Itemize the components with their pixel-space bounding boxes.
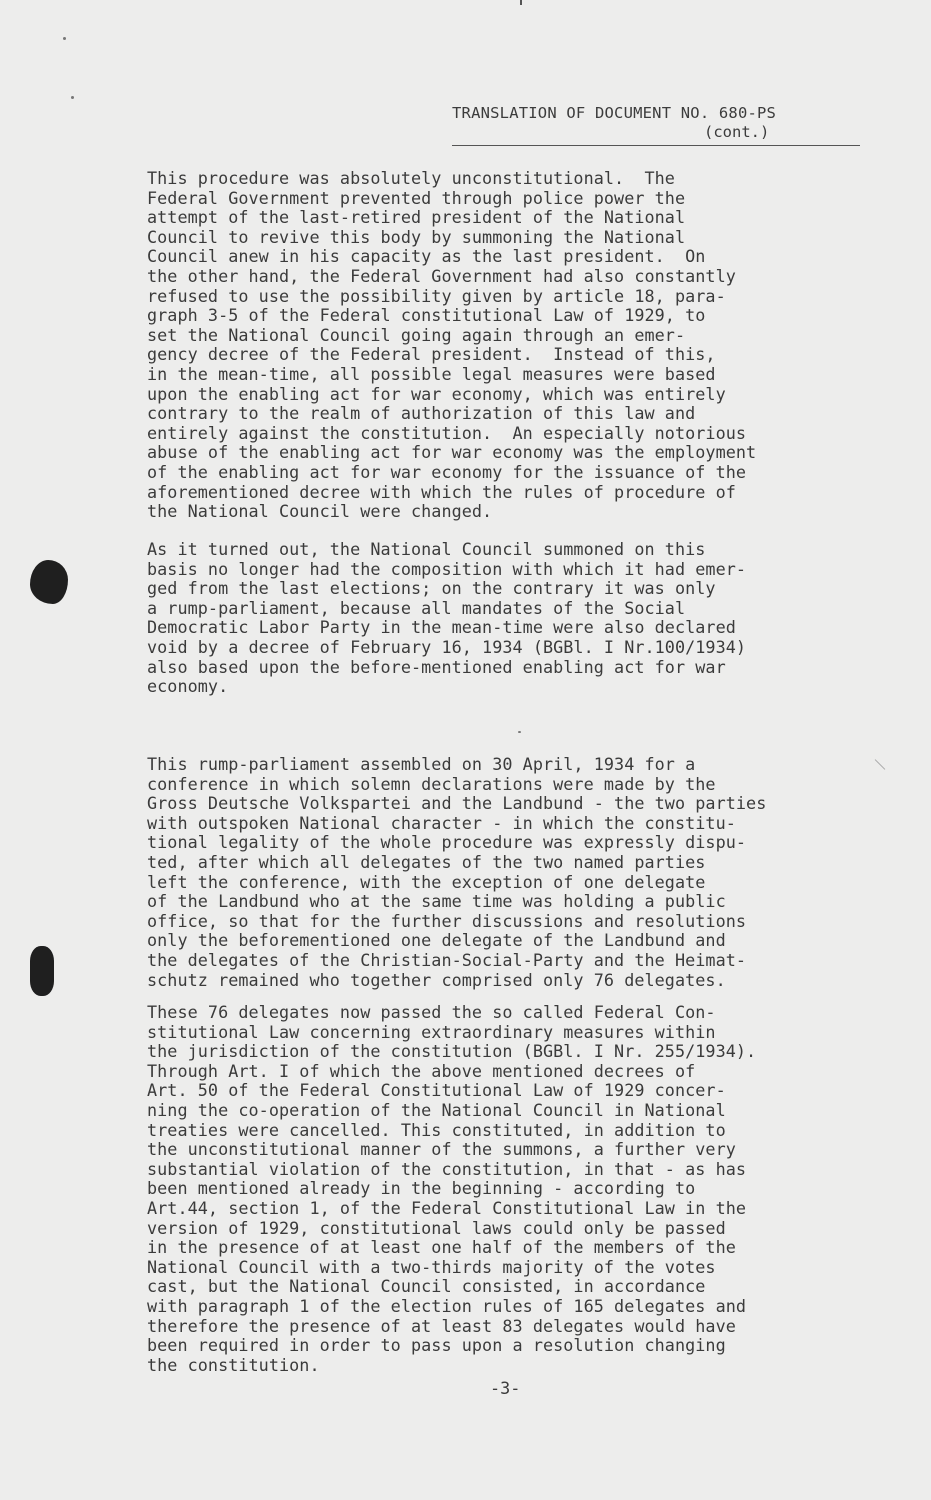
text-line: office, so that for the further discussions and resolutions (147, 910, 747, 931)
text-line: Democratic Labor Party in the mean-time were also declared (147, 617, 736, 638)
text-line: These 76 delegates now passed the so called Federal Con- (147, 1002, 716, 1022)
text-line: schutz remained who together comprised only 76 delegates. (147, 969, 726, 990)
paper-speck (63, 37, 66, 40)
text-line: Art.44, section 1, of the Federal Constitutional Law in the (147, 1197, 747, 1218)
text-line: Federal Government prevented through police power the (147, 187, 686, 208)
paragraph-4 (147, 1003, 756, 1375)
text-line: economy. (147, 676, 229, 697)
text-line: the other hand, the Federal Government had also constantly (147, 265, 736, 286)
paper-speck (71, 96, 74, 99)
paper-scratch (875, 759, 886, 770)
text-line: tional legality of the whole procedure was expressly dispu- (147, 832, 747, 853)
text-line: aforementioned decree with which the rules of procedure of (147, 481, 736, 502)
text-line: refused to use the possibility given by article 18, para- (147, 285, 726, 306)
text-line: This rump-parliament assembled on 30 April, 1934 for a (147, 754, 696, 774)
paragraph-2 (147, 540, 746, 697)
text-line: with paragraph 1 of the election rules of 165 delegates and (147, 1295, 747, 1316)
text-line: abuse of the enabling act for war economy was the employment (147, 442, 757, 463)
text-line: National Council with a two-thirds majority of the votes (147, 1256, 716, 1277)
paper-speck (520, 0, 522, 5)
text-line: treaties were cancelled. This constituted, in addition to (147, 1119, 726, 1140)
text-line: ged from the last elections; on the contrary it was only (147, 578, 716, 599)
text-line: in the mean-time, all possible legal measures were based (147, 363, 716, 384)
text-line: Through Art. I of which the above mentioned decrees of (147, 1060, 696, 1081)
paragraph-1 (147, 169, 756, 522)
punch-hole-top (30, 560, 68, 604)
text-line: therefore the presence of at least 83 delegates would have (147, 1315, 736, 1336)
text-line: the National Council were changed. (147, 501, 493, 522)
text-line: the delegates of the Christian-Social-Party and the Heimat- (147, 949, 747, 970)
text-line: Council anew in his capacity as the last president. On (147, 246, 706, 267)
text-line: conference in which solemn declarations were made by the (147, 773, 716, 794)
text-line: cast, but the National Council consisted, in accordance (147, 1276, 706, 1297)
text-line: set the National Council going again through an emer- (147, 324, 686, 345)
text-line: the constitution. (147, 1354, 320, 1375)
punch-hole-bottom (30, 946, 54, 996)
text-line: of the Landbund who at the same time was holding a public (147, 891, 726, 912)
text-line: Council to revive this body by summoning the National (147, 226, 686, 247)
document-header-title: TRANSLATION OF DOCUMENT NO. 680-PS (452, 104, 777, 122)
text-line: Art. 50 of the Federal Constitutional Law of 1929 concer- (147, 1080, 726, 1101)
text-line: contrary to the realm of authorization of this law and (147, 403, 696, 424)
text-line: stitutional Law concerning extraordinary measures within (147, 1021, 716, 1042)
text-line: ning the co-operation of the National Council in National (147, 1099, 726, 1120)
text-line: graph 3-5 of the Federal constitutional Law of 1929, to (147, 305, 706, 326)
text-line: This procedure was absolutely unconstitutional. The (147, 168, 675, 188)
text-line: basis no longer had the composition with which it had emer- (147, 558, 747, 579)
text-line: in the presence of at least one half of the members of the (147, 1237, 736, 1258)
text-line: entirely against the constitution. An especially notorious (147, 422, 747, 443)
text-line: left the conference, with the exception of one delegate (147, 871, 706, 892)
document-header-continued: (cont.) (452, 122, 860, 146)
page-number: -3- (490, 1378, 521, 1398)
text-line: been mentioned already in the beginning - according to (147, 1178, 696, 1199)
text-line: been required in order to pass upon a resolution changing (147, 1335, 726, 1356)
text-line: the jurisdiction of the constitution (BGBl. I Nr. 255/1934). (147, 1041, 757, 1062)
text-line: the unconstitutional manner of the summons, a further very (147, 1139, 736, 1160)
text-line: upon the enabling act for war economy, which was entirely (147, 383, 726, 404)
text-line: substantial violation of the constitution, in that - as has (147, 1158, 747, 1179)
text-line: only the beforementioned one delegate of the Landbund and (147, 930, 726, 951)
text-line: of the enabling act for war economy for the issuance of the (147, 461, 747, 482)
paragraph-3 (147, 755, 766, 990)
text-line: void by a decree of February 16, 1934 (BGBl. I Nr.100/1934) (147, 636, 747, 657)
text-line: also based upon the before-mentioned enabling act for war (147, 656, 726, 677)
text-line: gency decree of the Federal president. Instead of this, (147, 344, 716, 365)
text-line: with outspoken National character - in which the constitu- (147, 812, 736, 833)
text-line: As it turned out, the National Council summoned on this (147, 539, 706, 559)
text-line: version of 1929, constitutional laws could only be passed (147, 1217, 726, 1238)
text-line: a rump-parliament, because all mandates of the Social (147, 597, 686, 618)
text-line: attempt of the last-retired president of the National (147, 207, 686, 228)
text-line: Gross Deutsche Volkspartei and the Landbund - the two parties (147, 793, 767, 814)
text-line: ted, after which all delegates of the two named parties (147, 851, 706, 872)
paper-speck (518, 731, 521, 733)
